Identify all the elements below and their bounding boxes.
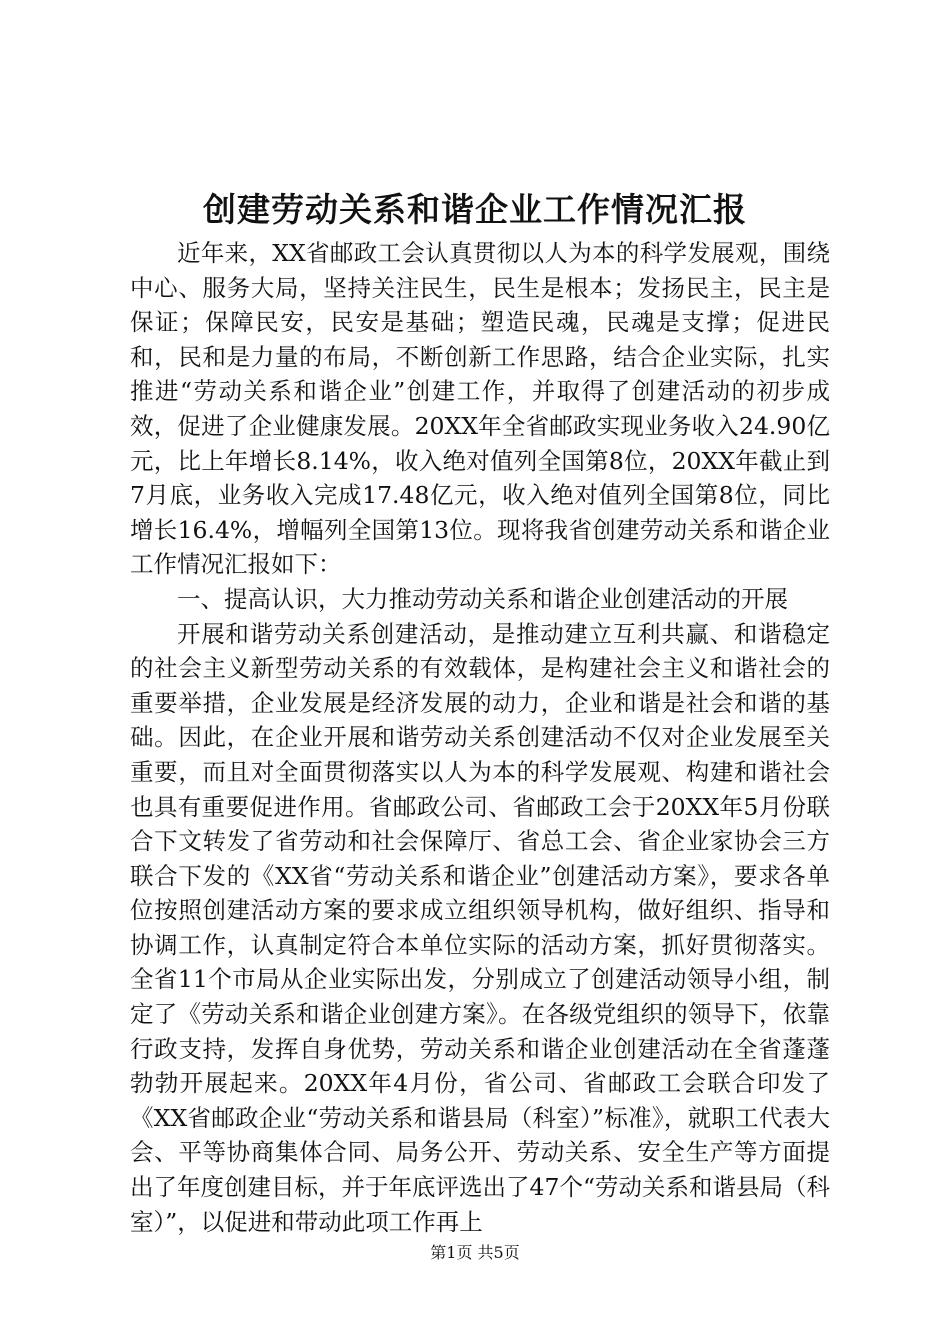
page-footer: 第1页 共5页 [430, 1243, 520, 1262]
document-body [130, 236, 830, 1239]
paragraph-section-1: 开展和谐劳动关系创建活动，是推动建立互利共赢、和谐稳定的社会主义新型劳动关系的有效载体，是构建社会主义和谐社会的重要举措，企业发展是经济发展的动力，企业和谐是社会和谐的基础。因此，在企业开展和谐劳动关系创建活动不仅对企业发展至关重要，而且对全面贯彻落实以人为本的科学发展观、构建和谐社会也具有重要促进作用。省邮政公司、省邮政工会于20XX年5月份联合下文转发了省劳动和社会保障厅、省总工会、省企业家协会三方联合下发的《XX省“劳动关系和谐企业”创建活动方案》，要求各单位按照创建活动方案的要求成立组织领导机构，做好组织、指导和协调工作，认真制定符合本单位实际的活动方案，抓好贯彻落实。全省11个市局从企业实际出发，分别成立了创建活动领导小组，制定了《劳动关系和谐企业创建方案》。在各级党组织的领导下，依靠行政支持，发挥自身优势，劳动关系和谐企业创建活动在全省蓬蓬勃勃开展起来。20XX年4月份，省公司、省邮政工会联合印发了《XX省邮政企业“劳动关系和谐县局（科室）”标准》，就职工代表大会、平等协商集体合同、局务公开、劳动关系、安全生产等方面提出了年度创建目标，并于年底评选出了47个“劳动关系和谐县局（科室）”，以促进和带动此项工作再上 [130, 619, 830, 1236]
document-title: 创建劳动关系和谐企业工作情况汇报 [203, 190, 747, 229]
paragraph-intro: 近年来，XX省邮政工会认真贯彻以人为本的科学发展观，围绕中心、服务大局，坚持关注民生，民生是根本；发扬民主，民主是保证；保障民安，民安是基础；塑造民魂，民魂是支撑；促进民和，民和是力量的布局，不断创新工作思路，结合企业实际，扎实推进“劳动关系和谐企业”创建工作，并取得了创建活动的初步成效，促进了企业健康发展。20XX年全省邮政实现业务收入24.90亿元，比上年增长8.14%，收入绝对值列全国第8位，20XX年截止到7月底，业务收入完成17.48亿元，收入绝对值列全国第8位，同比增长16.4%，增幅列全国第13位。现将我省创建劳动关系和谐企业工作情况汇报如下： [130, 239, 830, 579]
section-heading-1: 一、提高认识，大力推动劳动关系和谐企业创建活动的开展 [177, 584, 788, 613]
